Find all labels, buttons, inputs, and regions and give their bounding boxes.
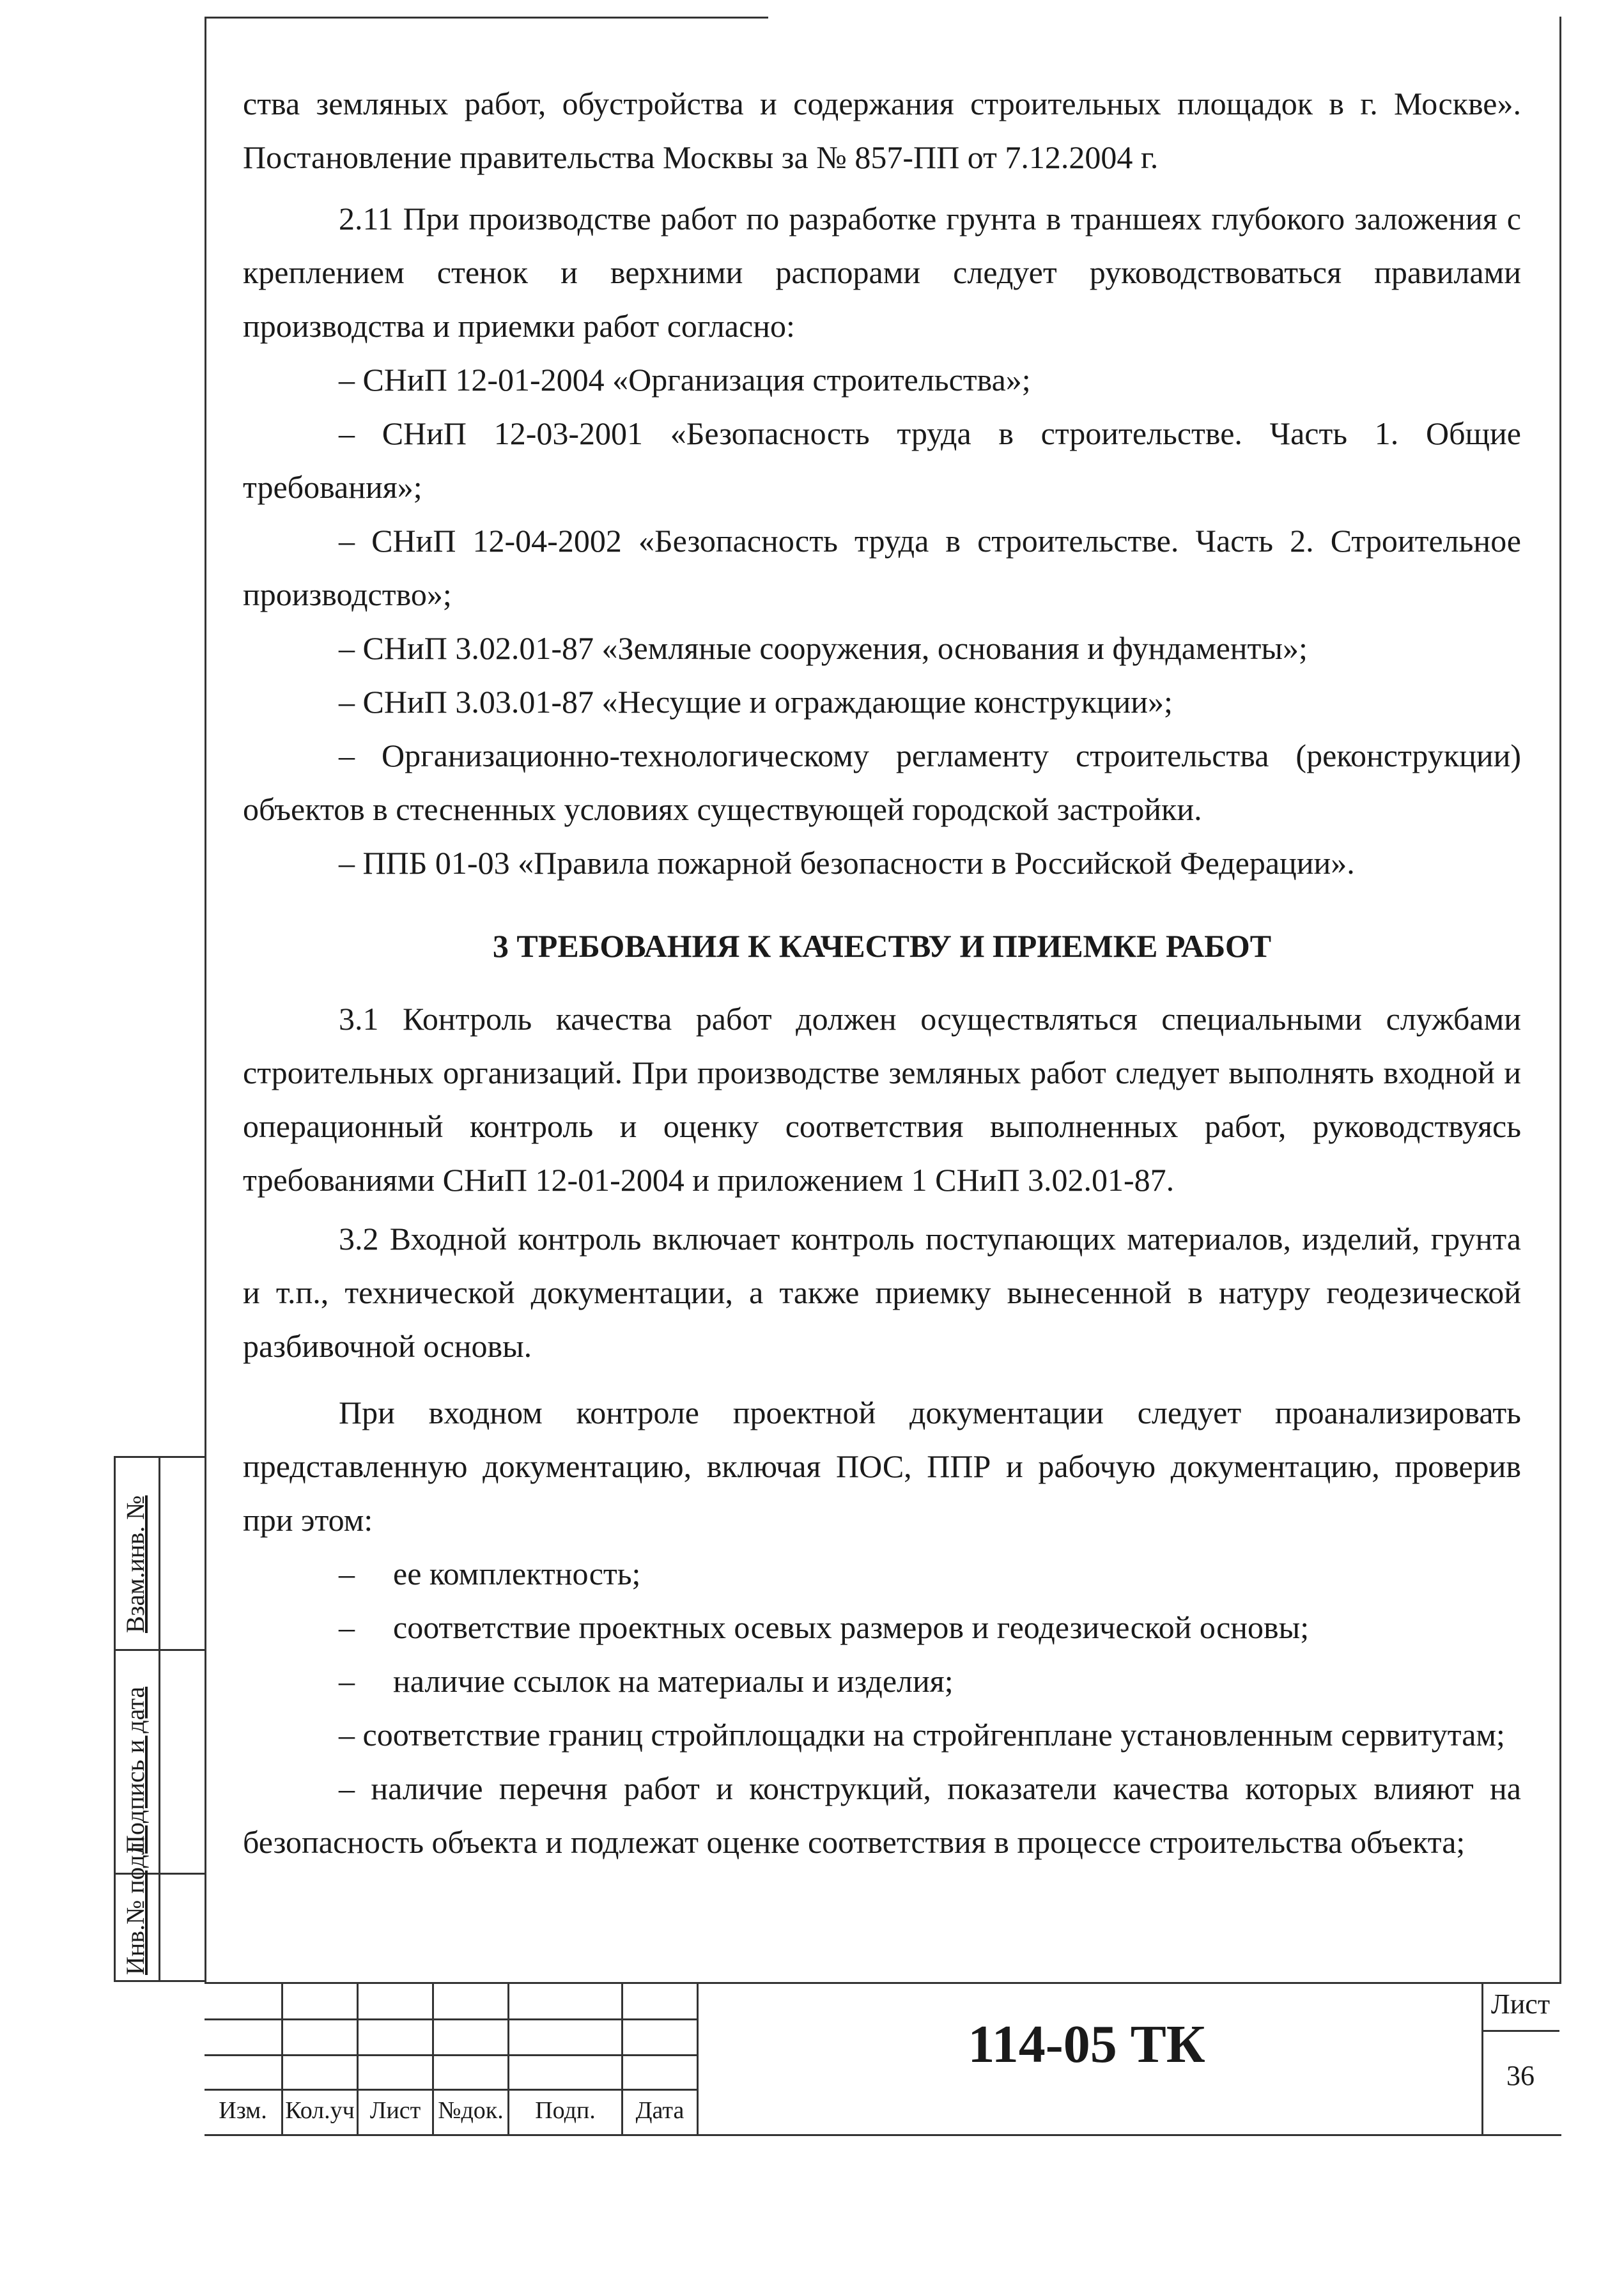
dash-marker: – [339, 1663, 355, 1699]
sheet-number: 36 [1506, 2060, 1535, 2091]
section-heading: 3 ТРЕБОВАНИЯ К КАЧЕСТВУ И ПРИЕМКЕ РАБОТ [492, 928, 1272, 964]
document-code: 114-05 ТК [968, 2015, 1205, 2074]
paragraph-input-control: При входном контроле проектной документации следует проанализировать представленную документацию, включая ПОС, ППР и рабочую документацию, проверив при этом: [243, 1395, 1521, 1538]
dash-marker: – [339, 1556, 355, 1591]
list-item: – Организационно-технологическому регламенту строительства (реконструкции) объектов в стесненных условиях существующей городской застройки. [243, 738, 1521, 827]
side-label-vzam: Взам.инв. № [121, 1495, 150, 1633]
frame-right-line [1559, 17, 1561, 1982]
dash-marker: – [339, 1609, 355, 1645]
title-block-top [205, 1982, 1561, 1984]
list-item-text: наличие ссылок на материалы и изделия; [393, 1663, 954, 1699]
frame-top-line [206, 17, 768, 19]
list-item: – СНиП 12-01-2004 «Организация строительства»; [339, 362, 1031, 398]
list-item [243, 1600, 1521, 1654]
side-label-inv: Инв.№ подл. [121, 1836, 150, 1975]
list-item-text: соответствие проектных осевых размеров и геодезической основы; [393, 1609, 1310, 1645]
tb-col-data: Дата [635, 2097, 684, 2124]
frame-left-line [205, 17, 206, 1982]
list-item: – СНиП 12-03-2001 «Безопасность труда в строительстве. Часть 1. Общие требования»; [243, 415, 1521, 505]
tb-col-izm: Изм. [219, 2097, 267, 2124]
side-stamp-divider [159, 1456, 160, 1982]
list-item [243, 1547, 1521, 1600]
paragraph-3-2: 3.2 Входной контроль включает контроль поступающих материалов, изделий, грунта и т.п., технической документации, а также приемку вынесенной в натуру геодезической разбивочной основы. [243, 1221, 1521, 1364]
list-item: – СНиП 3.03.01-87 «Несущие и ограждающие конструкции»; [339, 684, 1173, 720]
list-item [243, 1654, 1521, 1708]
sheet-label: Лист [1490, 1988, 1551, 2020]
list-item: – ППБ 01-03 «Правила пожарной безопасности в Российской Федерации». [339, 845, 1355, 881]
paragraph-3-1: 3.1 Контроль качества работ должен осуществляться специальными службами строительных организаций. При производстве земляных работ следует выполнять входной и операционный контроль и оценку соответствия выполненных работ, руководствуясь требованиями СНиП 12-01-2004 и приложением 1 СНиП 3.02.01-87. [243, 1001, 1521, 1198]
paragraph-2-11: 2.11 При производстве работ по разработке грунта в траншеях глубокого заложения с креплением стенок и верхними распорами следует руководствоваться правилами производства и приемки работ согласно: [243, 201, 1521, 344]
tb-col-podp: Подп. [535, 2097, 596, 2124]
list-item: – соответствие границ стройплощадки на стройгенплане установленным сервитутам; [339, 1717, 1505, 1753]
paragraph-continuation: ства земляных работ, обустройства и содержания строительных площадок в г. Москве». Постановление правительства Москвы за № 857-ПП от 7.12.2004 г. [243, 86, 1521, 175]
list-item: – наличие перечня работ и конструкций, показатели качества которых влияют на безопасность объекта и подлежат оценке соответствия в процессе строительства объекта; [243, 1770, 1521, 1860]
list-item: – СНиП 12-04-2002 «Безопасность труда в строительстве. Часть 2. Строительное производство»; [243, 523, 1521, 612]
tb-col-list: Лист [369, 2097, 421, 2124]
list-item: – СНиП 3.02.01-87 «Земляные сооружения, основания и фундаменты»; [339, 630, 1308, 666]
list-item-text: ее комплектность; [393, 1556, 641, 1591]
tb-col-ndok: №док. [438, 2097, 504, 2124]
tb-col-kolvo: Кол.уч [285, 2097, 355, 2124]
document-body [243, 77, 1521, 1869]
side-stamp-divider [114, 1649, 205, 1651]
side-label-podpis: Подпись и дата [121, 1686, 150, 1854]
